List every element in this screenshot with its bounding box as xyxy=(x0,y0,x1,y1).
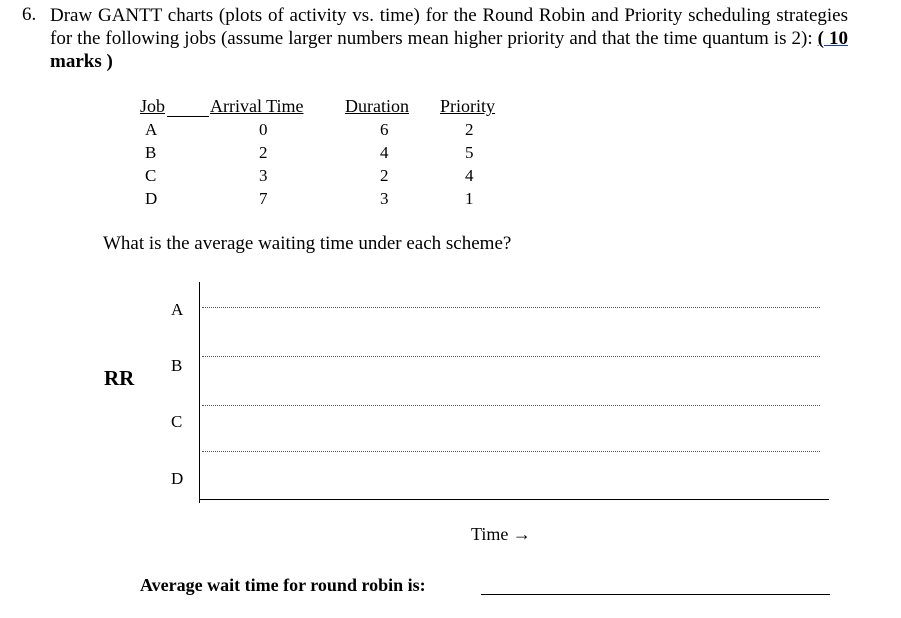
header-duration: Duration xyxy=(345,96,409,116)
gantt-row-label: A xyxy=(171,300,184,319)
question-number: 6. xyxy=(22,4,37,25)
gantt-row-label: B xyxy=(171,356,183,375)
header-job: Job xyxy=(140,96,166,116)
arrival-cell: 0 xyxy=(259,120,268,139)
duration-cell: 3 xyxy=(380,189,389,208)
arrival-cell: 2 xyxy=(259,143,268,162)
marks-value: 10 xyxy=(823,28,848,49)
arrival-cell: 3 xyxy=(259,166,268,185)
duration-cell: 4 xyxy=(380,143,389,162)
question-text xyxy=(50,4,848,73)
header-underline xyxy=(167,116,209,117)
time-axis-label: Time → xyxy=(471,524,531,544)
duration-cell: 6 xyxy=(380,120,389,139)
gantt-row-label: C xyxy=(171,412,183,431)
answer-prompt: Average wait time for round robin is: xyxy=(140,575,426,595)
gantt-row-label: D xyxy=(171,469,184,488)
job-cell: A xyxy=(145,120,158,139)
marks-close: marks ) xyxy=(50,51,113,72)
job-cell: D xyxy=(145,189,158,208)
marks-open: ( xyxy=(817,28,824,49)
scheme-label: RR xyxy=(104,366,135,390)
priority-cell: 2 xyxy=(465,120,474,139)
y-axis xyxy=(199,282,200,503)
priority-cell: 5 xyxy=(465,143,474,162)
gantt-row-line xyxy=(202,356,820,357)
priority-cell: 4 xyxy=(465,166,474,185)
job-cell: B xyxy=(145,143,157,162)
arrival-cell: 7 xyxy=(259,189,268,208)
job-cell: C xyxy=(145,166,157,185)
priority-cell: 1 xyxy=(465,189,474,208)
gantt-row-line xyxy=(202,405,820,406)
question-body: Draw GANTT charts (plots of activity vs. time) for the Round Robin and Priority scheduling strategies for the following jobs (assume larger numbers mean higher priority and that the time quantum is 2): xyxy=(50,5,848,49)
x-axis xyxy=(199,499,829,500)
duration-cell: 2 xyxy=(380,166,389,185)
header-priority: Priority xyxy=(440,96,496,116)
header-arrival-time: Arrival Time xyxy=(210,96,304,116)
answer-blank-line[interactable] xyxy=(481,594,830,595)
followup-question: What is the average waiting time under each scheme? xyxy=(103,233,512,254)
gantt-row-line xyxy=(202,307,820,308)
gantt-row-line xyxy=(202,451,820,452)
